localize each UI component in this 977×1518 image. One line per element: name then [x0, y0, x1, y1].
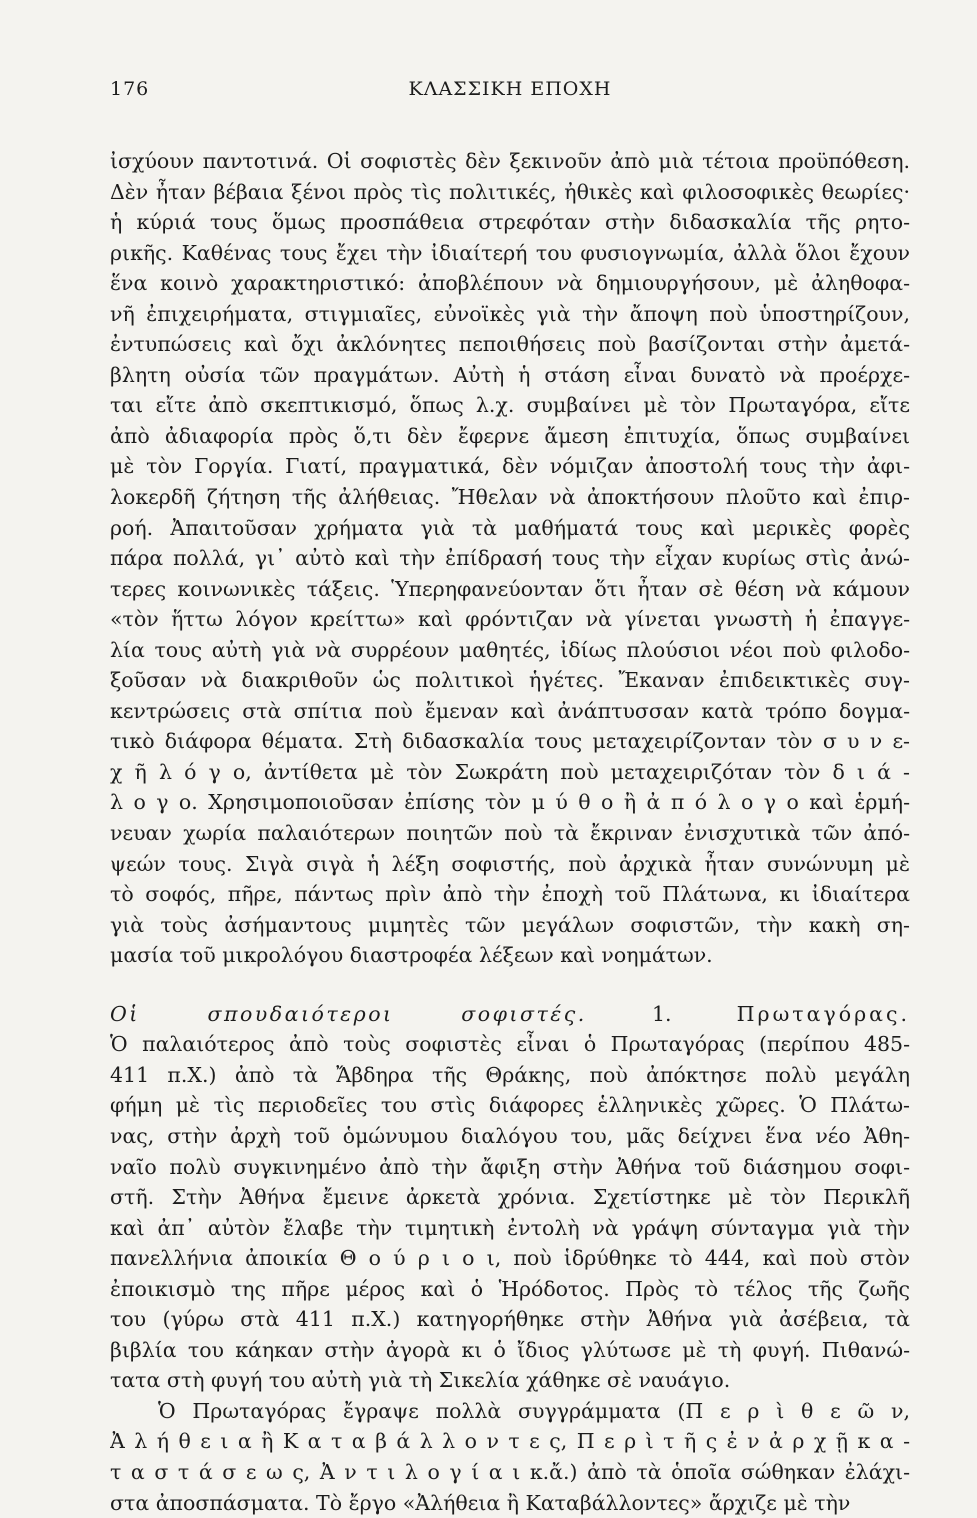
text-line: ψεών τους. Σιγὰ σιγὰ ἡ λέξη σοφιστής, ποὺ ἀρχικὰ ἦταν συνώνυμη μὲ — [110, 851, 910, 876]
text-line: λία τους αὐτὴ γιὰ νὰ συρρέουν μαθητές, ἰδίως πλούσιοι νέοι ποὺ φιλοδο- — [110, 637, 910, 662]
paragraph-1 — [110, 146, 910, 971]
text-line: Ὁ παλαιότερος ἀπὸ τοὺς σοφιστὲς εἶναι ὁ Πρωταγόρας (περίπου 485- — [110, 1032, 910, 1057]
text-line: στῆ. Στὴν Ἀθήνα ἔμεινε ἀρκετὰ χρόνια. Σχετίστηκε μὲ τὸν Περικλῆ — [110, 1185, 910, 1210]
text-line: ἰσχύουν παντοτινά. Οἱ σοφιστὲς δὲν ξεκινοῦν ἀπὸ μιὰ τέτοια προϋπόθεση. — [110, 149, 910, 173]
text-line: ται εἴτε ἀπὸ σκεπτικισμό, ὅπως λ.χ. συμβαίνει μὲ τὸν Πρωταγόρα, εἴτε — [110, 393, 910, 418]
text-line: καὶ ἀπ᾿ αὐτὸν ἔλαβε τὴν τιμητικὴ ἐντολὴ νὰ γράψη σύνταγμα γιὰ τὴν — [110, 1215, 910, 1240]
text-line: νας, στὴν ἀρχὴ τοῦ ὁμώνυμου διαλόγου του, μᾶς δείχνει ἕνα νέο Ἀθη- — [110, 1123, 910, 1148]
page-number: 176 — [110, 78, 150, 100]
text-line: τατα στὴ φυγή του αὐτὴ γιὰ τὴ Σικελία χάθηκε σὲ ναυάγιο. — [110, 1368, 731, 1393]
text-line: λοκερδῆ ζήτηση τῆς ἀλήθειας. Ἤθελαν νὰ ἀποκτήσουν πλοῦτο καὶ ἐπιρ- — [110, 485, 910, 510]
text-line: χ ῆ λ ό γ ο, ἀντίθετα μὲ τὸν Σωκράτη ποὺ μεταχειριζόταν τὸν δ ι ά - — [110, 759, 910, 784]
running-header — [110, 78, 910, 108]
section-number: 1. — [651, 1001, 672, 1026]
text-line: κεντρώσεις στὰ σπίτια ποὺ ἔμεναν καὶ ἀνάπτυσσαν κατὰ τρόπο δογμα- — [110, 698, 910, 723]
text-line: τὸ σοφός, πῆρε, πάντως πρὶν ἀπὸ τὴν ἐποχὴ τοῦ Πλάτωνα, κι ἰδιαίτερα — [110, 882, 910, 907]
section-name: Πρωταγόρας. — [736, 1001, 910, 1026]
text-line: πάρα πολλά, γι᾿ αὐτὸ καὶ τὴν ἐπίδρασή τους τὴν εἶχαν κυρίως στὶς ἀνώ- — [110, 546, 910, 571]
text-line: φήμη μὲ τὶς περιοδεῖες του στὶς διάφορες ἑλληνικὲς χῶρες. Ὁ Πλάτω- — [110, 1093, 910, 1118]
paragraph-2 — [110, 1029, 910, 1396]
text-line: τ α σ τ ά σ ε ω ς, Ἀ ν τ ι λ ο γ ί α ι κ.ἄ.) ἀπὸ τὰ ὁποῖα σώθηκαν ἐλάχι- — [110, 1459, 910, 1484]
text-line: Ὁ Πρωταγόρας ἔγραψε πολλὰ συγγράμματα (Π ε ρ ὶ θ ε ῶ ν, — [158, 1398, 910, 1423]
text-line: νῆ ἐπιχειρήματα, στιγμιαῖες, εὐνοϊκὲς γιὰ τὴν ἄποψη ποὺ ὑποστηρίζουν, — [110, 301, 910, 326]
text-line: Ἀ λ ή θ ε ι α ἢ Κ α τ α β ά λ λ ο ν τ ε ς, Π ε ρ ὶ τ ῆ ς ἐ ν ἀ ρ χ ῇ κ α - — [110, 1429, 910, 1454]
text-line: ρικῆς. Καθένας τους ἔχει τὴν ἰδιαίτερή του φυσιογνωμία, ἀλλὰ ὅλοι ἔχουν — [110, 240, 910, 265]
text-line: βλητη οὐσία τῶν πραγμάτων. Αὐτὴ ἡ στάση εἶναι δυνατὸ νὰ προέρχε- — [110, 362, 910, 387]
text-line: τικὸ διάφορα θέματα. Στὴ διδασκαλία τους μεταχειρίζονταν τὸν σ υ ν ε- — [110, 729, 910, 754]
text-line: ἐντυπώσεις καὶ ὄχι ἀκλόνητες πεποιθήσεις ποὺ βασίζονται στὴν ἀμετά- — [110, 332, 910, 357]
text-line: γιὰ τοὺς ἀσήμαντους μιμητὲς τῶν μεγάλων σοφιστῶν, τὴν κακὴ ση- — [110, 912, 910, 937]
section-heading-line — [110, 999, 910, 1030]
text-line: ἕνα κοινὸ χαρακτηριστικό: ἀποβλέπουν νὰ δημιουργήσουν, μὲ ἀληθοφα- — [110, 271, 910, 296]
text-line: μὲ τὸν Γοργία. Γιατί, πραγματικά, δὲν νόμιζαν ἀποστολή τους τὴν ἀφι- — [110, 454, 910, 479]
text-line: ἐποικισμὸ της πῆρε μέρος καὶ ὁ Ἡρόδοτος. Πρὸς τὸ τέλος τῆς ζωῆς — [110, 1276, 910, 1301]
text-line: ἀπὸ ἀδιαφορία πρὸς ὅ,τι δὲν ἔφερνε ἄμεση ἐπιτυχία, ὅπως συμβαίνει — [110, 423, 910, 448]
body-text — [110, 146, 910, 1518]
text-line: «τὸν ἥττω λόγον κρείττω» καὶ φρόντιζαν νὰ γίνεται γνωστὴ ἡ ἐπαγγε- — [110, 607, 910, 632]
text-line: λ ο γ ο. Χρησιμοποιοῦσαν ἐπίσης τὸν μ ύ θ ο ἢ ἀ π ό λ ο γ ο καὶ ἑρμή- — [110, 790, 910, 815]
text-line: ναῖο πολὺ συγκινημένο ἀπὸ τὴν ἄφιξη στὴν Ἀθήνα τοῦ διάσημου σοφι- — [110, 1154, 910, 1179]
section-heading: Οἱ σπουδαιότεροι σοφιστές. — [110, 1001, 587, 1026]
text-line: στα ἀποσπάσματα. Τὸ ἔργο «Ἀλήθεια ἢ Καταβάλλοντες» ἄρχιζε μὲ τὴν — [110, 1490, 851, 1515]
text-line: ξοῦσαν νὰ διακριθοῦν ὡς πολιτικοὶ ἡγέτες. Ἔκαναν ἐπιδεικτικὲς συγ- — [110, 668, 910, 693]
text-line: βιβλία του κάηκαν στὴν ἀγορὰ κι ὁ ἴδιος γλύτωσε μὲ τὴ φυγή. Πιθανώ- — [110, 1337, 910, 1362]
text-line: ἡ κύριά τους ὅμως προσπάθεια στρεφόταν στὴν διδασκαλία τῆς ρητο- — [110, 210, 910, 235]
text-line: πανελλήνια ἀποικία Θ ο ύ ρ ι ο ι, ποὺ ἱδρύθηκε τὸ 444, καὶ ποὺ στὸν — [110, 1246, 910, 1271]
running-title: ΚΛΑΣΣΙΚΗ ΕΠΟΧΗ — [408, 78, 612, 100]
text-line: του (γύρω στὰ 411 π.Χ.) κατηγορήθηκε στὴν Ἀθήνα γιὰ ἀσέβεια, τὰ — [110, 1307, 910, 1332]
text-line: Δὲν ἦταν βέβαια ξένοι πρὸς τὶς πολιτικές, ἠθικὲς καὶ φιλοσοφικὲς θεωρίες· — [110, 179, 910, 204]
text-line: τερες κοινωνικὲς τάξεις. Ὑπερηφανεύονταν ὅτι ἦταν σὲ θέση νὰ κάμουν — [110, 576, 910, 601]
text-line: μασία τοῦ μικρολόγου διαστροφέα λέξεων καὶ νοημάτων. — [110, 943, 713, 968]
text-line: νευαν χωρία παλαιότερων ποιητῶν ποὺ τὰ ἔκριναν ἐνισχυτικὰ τῶν ἀπό- — [110, 821, 910, 846]
text-line: 411 π.Χ.) ἀπὸ τὰ Ἄβδηρα τῆς Θράκης, ποὺ ἀπόκτησε πολὺ μεγάλη — [110, 1062, 910, 1087]
section-gap — [110, 971, 910, 999]
text-line: ροή. Ἀπαιτοῦσαν χρήματα γιὰ τὰ μαθήματά τους καὶ μερικὲς φορὲς — [110, 515, 910, 540]
